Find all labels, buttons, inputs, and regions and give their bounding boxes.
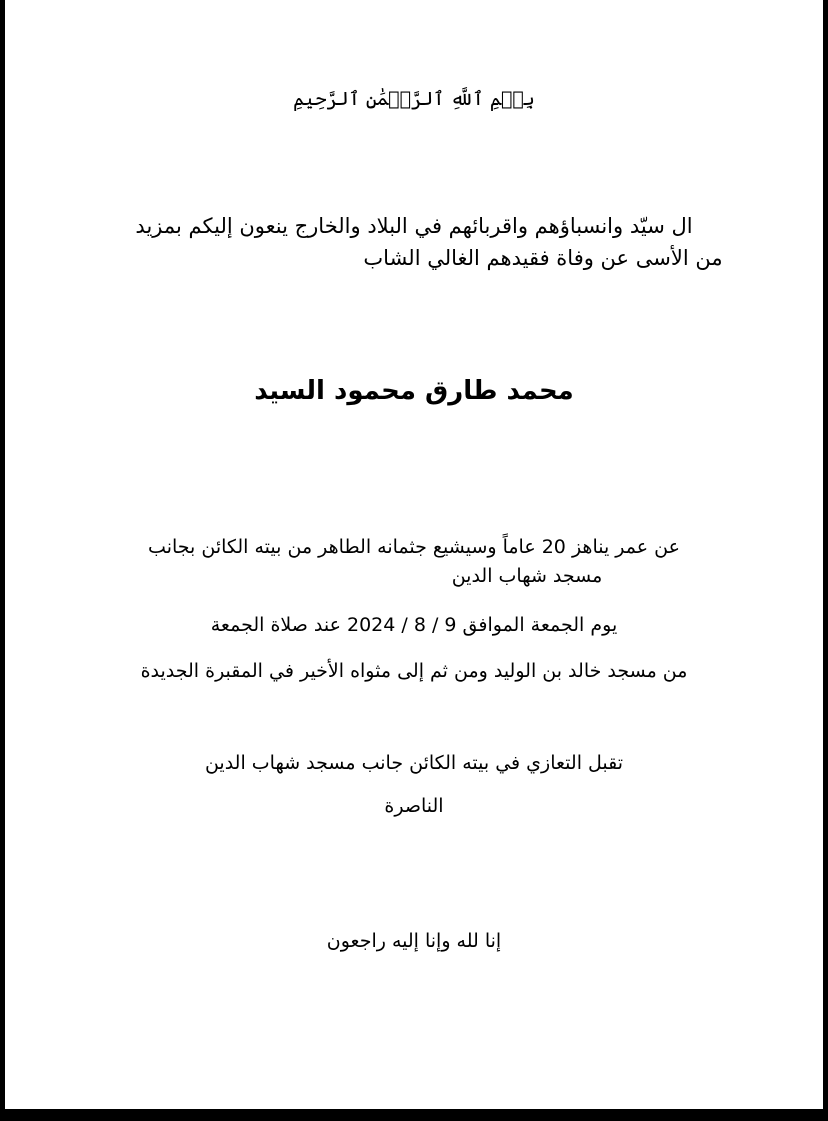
funeral-route: من مسجد خالد بن الوليد ومن ثم إلى مثواه الأخير في المقبرة الجديدة xyxy=(140,660,688,682)
age-line-1: عن عمر يناهز 20 عاماً وسيشيع جثمانه الطاهر من بيته الكائن بجانب xyxy=(148,536,680,558)
basmala: بِسۡمِ ٱللَّهِ ٱلرَّحۡمَٰنِ ٱلرَّحِيمِ xyxy=(293,88,535,110)
age-paragraph xyxy=(5,533,823,591)
city-line: الناصرة xyxy=(384,795,444,817)
closing-line: إنا لله وإنا إليه راجعون xyxy=(326,930,502,952)
deceased-name: محمد طارق محمود السيد xyxy=(254,376,574,406)
condolence-line: تقبل التعازي في بيته الكائن جانب مسجد شهاب الدين xyxy=(204,752,624,774)
age-line-2: مسجد شهاب الدين xyxy=(451,565,603,587)
funeral-day: يوم الجمعة الموافق 9 / 8 / 2024 عند صلاة الجمعة xyxy=(210,614,618,636)
intro-paragraph xyxy=(5,210,823,274)
obituary-page xyxy=(5,0,823,1109)
intro-line-2: من الأسى عن وفاة فقيدهم الغالي الشاب xyxy=(363,246,723,270)
intro-line-1: ال سيّد وانسباؤهم واقربائهم في البلاد والخارج ينعون إليكم بمزيد xyxy=(135,214,693,238)
